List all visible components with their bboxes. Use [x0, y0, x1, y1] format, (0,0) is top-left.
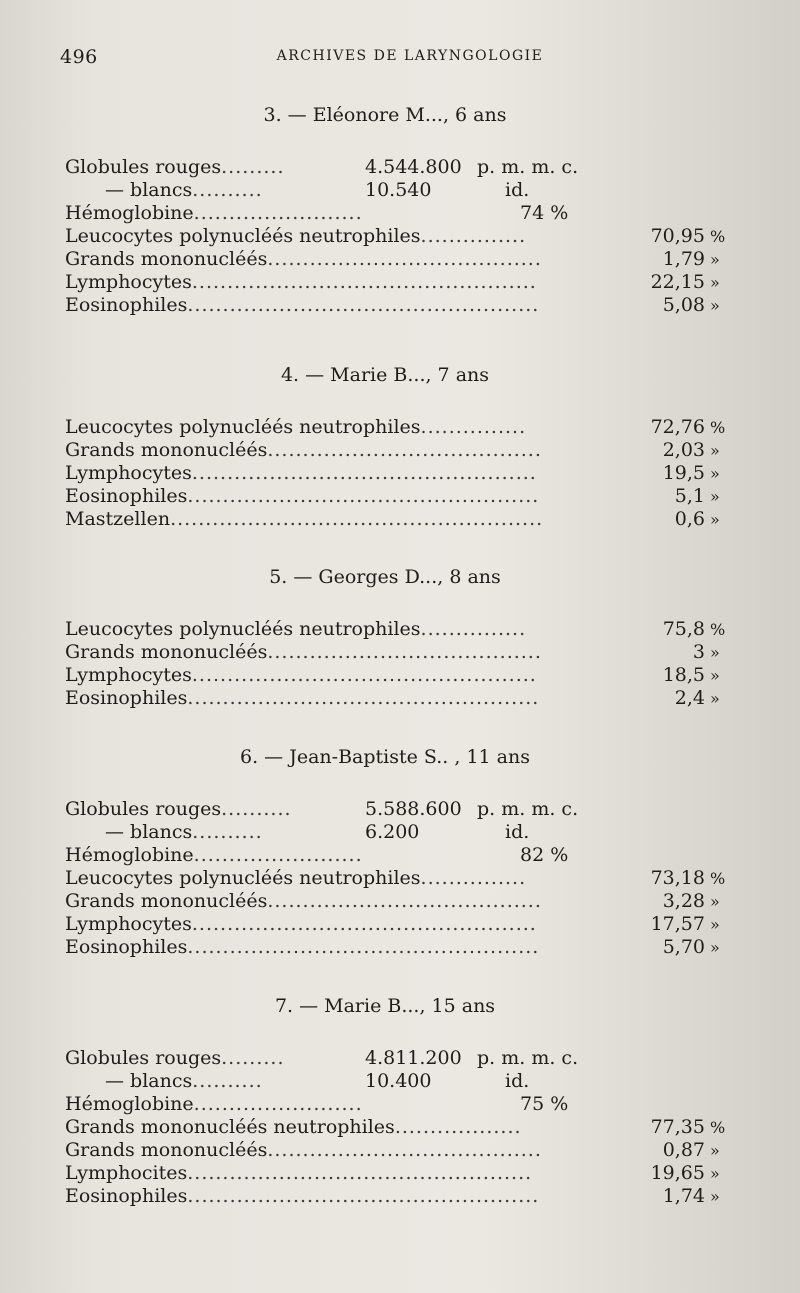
measurement-label-text: — blancs	[105, 1070, 193, 1092]
measurement-row	[65, 485, 745, 508]
measurement-row	[65, 1093, 745, 1116]
leader-dots: .....................................................	[170, 508, 544, 530]
measurement-row	[65, 844, 745, 867]
measurement-label	[65, 508, 543, 531]
measurement-label	[65, 798, 292, 821]
measurement-row	[65, 462, 745, 485]
percentage-value: 17,57	[650, 913, 705, 935]
case-section	[65, 364, 745, 531]
measurement-row	[65, 867, 745, 890]
measurement-label-text: Globules rouges	[65, 1047, 222, 1069]
measurement-row	[65, 248, 745, 271]
case-section	[65, 104, 745, 317]
percentage-unit: »	[710, 1164, 720, 1183]
percentage-unit: »	[710, 487, 720, 506]
measurement-label-text: Leucocytes polynucléés neutrophiles	[65, 416, 421, 438]
measurement-label-text: Leucocytes polynucléés neutrophiles	[65, 618, 421, 640]
measurement-label-text: Grands mononucléés neutrophiles	[65, 1116, 395, 1138]
measurement-label-text: Leucocytes polynucléés neutrophiles	[65, 225, 421, 247]
case-section	[65, 995, 745, 1208]
measurement-unit: p. m. m. c.	[477, 156, 579, 178]
measurement-row	[65, 1070, 745, 1093]
case-title: 6. — Jean-Baptiste S.. , 11 ans	[240, 746, 530, 768]
measurement-label	[65, 294, 539, 317]
measurement-label	[65, 1139, 542, 1162]
page-number: 496	[60, 46, 98, 68]
leader-dots: .........	[221, 156, 285, 178]
leader-dots: ..........	[221, 798, 292, 820]
measurement-label	[105, 821, 263, 844]
case-title: 5. — Georges D..., 8 ans	[269, 566, 501, 588]
percentage-value: 5,08	[662, 294, 705, 316]
percentage-value: 1,79	[662, 248, 705, 270]
measurement-label-text: Grands mononucléés	[65, 248, 268, 270]
measurement-value: 6.200	[365, 821, 420, 843]
measurement-row	[65, 202, 745, 225]
percentage-value: 0,6	[674, 508, 705, 530]
measurement-label-text: Mastzellen	[65, 508, 171, 530]
measurement-label-text: Grands mononucléés	[65, 890, 268, 912]
measurement-row	[65, 913, 745, 936]
leader-dots: ..................................................	[187, 1185, 540, 1207]
leader-dots: .......................................	[267, 890, 542, 912]
leader-dots: .................................................	[191, 462, 537, 484]
percentage-unit: »	[710, 510, 720, 529]
measurement-label	[65, 867, 526, 890]
measurement-label	[65, 687, 539, 710]
percentage-value: 0,87	[662, 1139, 705, 1161]
measurement-row	[65, 664, 745, 687]
leader-dots: ..........	[192, 821, 263, 843]
percentage-unit: »	[710, 273, 720, 292]
percentage-value: 2,4	[674, 687, 705, 709]
percentage-value: 70,95	[650, 225, 705, 247]
percentage-unit: »	[710, 915, 720, 934]
percentage-value: 19,5	[662, 462, 705, 484]
measurement-label-text: Lymphocytes	[65, 271, 192, 293]
measurement-unit: p. m. m. c.	[477, 798, 579, 820]
measurement-row	[65, 641, 745, 664]
measurement-label	[65, 890, 542, 913]
measurement-row	[65, 156, 745, 179]
leader-dots: .......................................	[267, 641, 542, 663]
measurement-value: 10.400	[365, 1070, 432, 1092]
measurement-label	[65, 156, 284, 179]
percentage-unit: %	[710, 1118, 726, 1137]
leader-dots: ..........	[192, 179, 263, 201]
measurement-value: 10.540	[365, 179, 432, 201]
measurement-row	[65, 618, 745, 641]
measurement-label-text: — blancs	[105, 821, 193, 843]
leader-dots: .................................................	[191, 664, 537, 686]
measurement-label	[65, 485, 539, 508]
measurement-label-text: Hémoglobine	[65, 202, 194, 224]
percentage-value: 2,03	[662, 439, 705, 461]
measurement-label	[65, 936, 539, 959]
measurement-row	[65, 821, 745, 844]
measurement-label-text: Lymphocytes	[65, 913, 192, 935]
leader-dots: .........	[221, 1047, 285, 1069]
measurement-label-text: Hémoglobine	[65, 1093, 194, 1115]
measurement-label-text: Globules rouges	[65, 156, 222, 178]
measurement-label	[65, 1116, 522, 1139]
measurement-label-text: — blancs	[105, 179, 193, 201]
leader-dots: ...............	[420, 618, 527, 640]
percentage-unit: »	[710, 938, 720, 957]
measurement-label	[65, 248, 542, 271]
measurement-unit: id.	[505, 179, 530, 201]
measurement-label-text: Lymphocites	[65, 1162, 188, 1184]
measurement-row	[65, 1162, 745, 1185]
measurement-label	[65, 225, 526, 248]
percentage-unit: %	[710, 620, 726, 639]
measurement-value: 74 %	[520, 202, 569, 224]
measurement-row	[65, 936, 745, 959]
percentage-unit: »	[710, 666, 720, 685]
measurement-label-text: Eosinophiles	[65, 294, 188, 316]
case-title: 7. — Marie B..., 15 ans	[274, 995, 496, 1017]
percentage-unit: »	[710, 1187, 720, 1206]
percentage-unit: »	[710, 892, 720, 911]
measurement-value: 75 %	[520, 1093, 569, 1115]
measurement-label-text: Globules rouges	[65, 798, 222, 820]
percentage-value: 75,8	[662, 618, 705, 640]
measurement-label	[65, 1185, 539, 1208]
measurement-row	[65, 271, 745, 294]
measurement-label-text: Leucocytes polynucléés neutrophiles	[65, 867, 421, 889]
measurement-label	[65, 202, 363, 225]
measurement-label	[105, 179, 263, 202]
percentage-unit: %	[710, 869, 726, 888]
leader-dots: .................................................	[191, 271, 537, 293]
leader-dots: ...............	[420, 416, 527, 438]
measurement-label	[65, 641, 542, 664]
case-section	[65, 566, 745, 710]
percentage-unit: »	[710, 689, 720, 708]
measurement-label	[65, 913, 537, 936]
percentage-value: 3,28	[662, 890, 705, 912]
leader-dots: .................................................	[187, 1162, 533, 1184]
measurement-row	[65, 1116, 745, 1139]
measurement-row	[65, 508, 745, 531]
leader-dots: ........................	[193, 844, 363, 866]
measurement-unit: id.	[505, 1070, 530, 1092]
leader-dots: ..................................................	[187, 936, 540, 958]
measurement-label-text: Hémoglobine	[65, 844, 194, 866]
leader-dots: .......................................	[267, 1139, 542, 1161]
measurement-label-text: Grands mononucléés	[65, 439, 268, 461]
measurement-value: 4.544.800	[365, 156, 462, 178]
measurement-label	[65, 618, 526, 641]
measurement-label	[65, 664, 537, 687]
case-title: 4. — Marie B..., 7 ans	[280, 364, 490, 386]
leader-dots: ..................	[394, 1116, 522, 1138]
leader-dots: ...............	[420, 225, 527, 247]
measurement-label	[65, 271, 537, 294]
percentage-unit: %	[710, 227, 726, 246]
measurement-label	[105, 1070, 263, 1093]
percentage-unit: »	[710, 464, 720, 483]
measurement-label	[65, 1093, 363, 1116]
percentage-value: 72,76	[650, 416, 705, 438]
leader-dots: ..................................................	[187, 485, 540, 507]
measurement-row	[65, 416, 745, 439]
percentage-unit: »	[710, 643, 720, 662]
measurement-unit: p. m. m. c.	[477, 1047, 579, 1069]
measurement-label	[65, 416, 526, 439]
measurement-row	[65, 890, 745, 913]
case-title: 3. — Eléonore M..., 6 ans	[263, 104, 507, 126]
percentage-unit: »	[710, 1141, 720, 1160]
measurement-row	[65, 439, 745, 462]
measurement-row	[65, 1047, 745, 1070]
measurement-value: 4.811.200	[365, 1047, 462, 1069]
case-section	[65, 746, 745, 959]
measurement-label-text: Grands mononucléés	[65, 641, 268, 663]
measurement-label-text: Eosinophiles	[65, 1185, 188, 1207]
measurement-row	[65, 1185, 745, 1208]
percentage-value: 5,1	[674, 485, 705, 507]
leader-dots: ..................................................	[187, 687, 540, 709]
percentage-value: 22,15	[650, 271, 705, 293]
leader-dots: .................................................	[191, 913, 537, 935]
measurement-label-text: Eosinophiles	[65, 687, 188, 709]
measurement-label	[65, 439, 542, 462]
measurement-label-text: Lymphocytes	[65, 462, 192, 484]
measurement-row	[65, 294, 745, 317]
percentage-value: 3	[692, 641, 705, 663]
percentage-value: 5,70	[662, 936, 705, 958]
leader-dots: .......................................	[267, 248, 542, 270]
percentage-unit: »	[710, 296, 720, 315]
leader-dots: ...............	[420, 867, 527, 889]
measurement-label	[65, 1047, 284, 1070]
measurement-value: 82 %	[520, 844, 569, 866]
measurement-row	[65, 687, 745, 710]
measurement-row	[65, 1139, 745, 1162]
leader-dots: ........................	[193, 1093, 363, 1115]
measurement-value: 5.588.600	[365, 798, 462, 820]
measurement-label	[65, 462, 537, 485]
measurement-label	[65, 844, 363, 867]
percentage-value: 18,5	[662, 664, 705, 686]
measurement-row	[65, 179, 745, 202]
measurement-label-text: Lymphocytes	[65, 664, 192, 686]
measurement-unit: id.	[505, 821, 530, 843]
percentage-value: 73,18	[650, 867, 705, 889]
measurement-label	[65, 1162, 532, 1185]
leader-dots: ..........	[192, 1070, 263, 1092]
leader-dots: .......................................	[267, 439, 542, 461]
measurement-label-text: Eosinophiles	[65, 485, 188, 507]
measurement-row	[65, 225, 745, 248]
leader-dots: ........................	[193, 202, 363, 224]
running-title: ARCHIVES DE LARYNGOLOGIE	[276, 48, 544, 64]
measurement-row	[65, 798, 745, 821]
percentage-value: 19,65	[650, 1162, 705, 1184]
percentage-value: 1,74	[662, 1185, 705, 1207]
measurement-label-text: Eosinophiles	[65, 936, 188, 958]
percentage-unit: »	[710, 250, 720, 269]
page-header	[60, 42, 760, 72]
percentage-unit: »	[710, 441, 720, 460]
percentage-unit: %	[710, 418, 726, 437]
measurement-label-text: Grands mononucléés	[65, 1139, 268, 1161]
leader-dots: ..................................................	[187, 294, 540, 316]
percentage-value: 77,35	[650, 1116, 705, 1138]
